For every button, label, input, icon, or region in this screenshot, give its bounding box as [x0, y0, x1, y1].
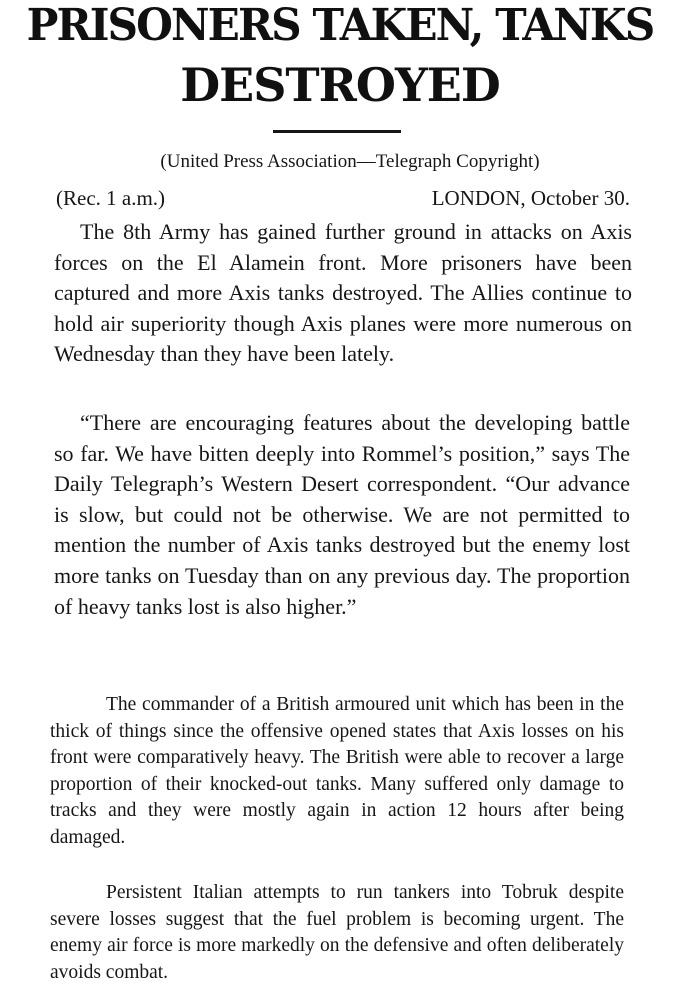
received-time: (Rec. 1 a.m.): [56, 186, 166, 210]
paragraph-4: Persistent Italian attempts to run tankers into Tobruk despite severe losses suggest that the fuel problem is becoming urgent. The enemy air force is more markedly on the defensive and often deliberately avoids combat.: [50, 882, 624, 983]
paragraph-2: “There are encouraging features about the developing battle so far. We have bitten deeply into Rommel’s position,” says The Daily Telegraph’s Western Desert correspondent. “Our advance is slow, but could not be otherwise. We are not permitted to mention the number of Axis tanks destroyed but the enemy lost more tanks on Tuesday than on any previous day. The proportion of heavy tanks lost is also higher.”: [54, 410, 630, 619]
dateline-row: [56, 185, 630, 211]
paragraph-1: The 8th Army has gained further ground in attacks on Axis forces on the El Alamein front. More prisoners have been captured and more Axis tanks destroyed. The Allies continue to hold air superiority though Axis planes were more numerous on Wednesday than they have been lately.: [54, 219, 632, 367]
headline-line-2: DESTROYED: [180, 58, 500, 112]
headline-rule: [273, 130, 401, 133]
dateline: LONDON, October 30.: [431, 186, 630, 210]
paragraph-3: The commander of a British armoured unit which has been in the thick of things since the offensive opened states that Axis losses on his front were comparatively heavy. The British were able to recover a large proportion of their knocked-out tanks. Many suffered only damage to tracks and they were mostly again in action 12 hours after being damaged.: [50, 694, 624, 848]
headline-line-1: PRISONERS TAKEN, TANKS: [26, 0, 654, 51]
wire-credit: (United Press Association—Telegraph Copyright): [160, 151, 540, 172]
